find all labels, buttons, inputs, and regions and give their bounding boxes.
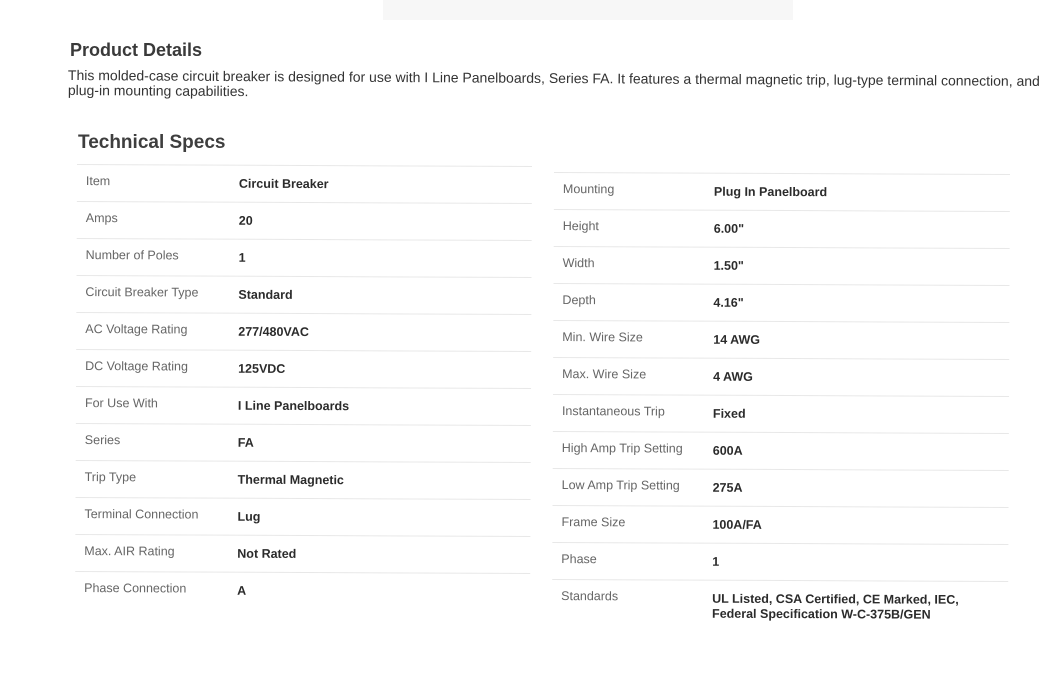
spec-row — [554, 209, 1010, 248]
spec-label: Series — [84, 433, 121, 448]
spec-row — [554, 172, 1010, 211]
spec-row — [553, 320, 1009, 359]
spec-label: Phase Connection — [84, 581, 187, 596]
spec-label: Min. Wire Size — [562, 330, 643, 345]
spec-row — [76, 386, 531, 425]
spec-row — [553, 431, 1009, 470]
spec-value: Fixed — [712, 406, 746, 421]
spec-label: Phase — [561, 552, 597, 567]
spec-label: Number of Poles — [85, 248, 179, 263]
spec-value: 100A/FA — [712, 517, 762, 532]
spec-label: Terminal Connection — [84, 507, 199, 522]
spec-value: 1 — [238, 250, 246, 265]
specs-table-left — [75, 164, 532, 610]
top-bar — [383, 0, 793, 20]
spec-value: 4 AWG — [713, 369, 753, 384]
spec-value: 1.50" — [713, 258, 744, 273]
spec-label: DC Voltage Rating — [85, 359, 188, 374]
spec-row — [75, 497, 530, 536]
product-details-title: Product Details — [70, 40, 203, 60]
spec-row — [77, 201, 532, 240]
spec-row — [553, 394, 1009, 433]
spec-value: 6.00" — [713, 221, 745, 236]
spec-value: Circuit Breaker — [238, 176, 329, 192]
spec-value: 1 — [712, 554, 720, 569]
spec-row — [553, 357, 1009, 396]
spec-value: FA — [237, 435, 254, 450]
spec-row — [75, 571, 530, 610]
spec-value: UL Listed, CSA Certified, CE Marked, IEC, Federal Specification W-C-375B/GEN — [712, 591, 959, 622]
spec-value: Lug — [237, 509, 261, 524]
spec-label: Mounting — [562, 182, 615, 197]
spec-value: 20 — [238, 213, 253, 228]
spec-value: A — [237, 583, 247, 598]
spec-row — [75, 534, 530, 573]
spec-row — [77, 238, 532, 277]
spec-value: 600A — [712, 443, 743, 458]
spec-label: Max. AIR Rating — [84, 544, 175, 559]
specs-table-right — [552, 172, 1010, 630]
spec-label: Amps — [85, 211, 118, 226]
spec-value: 275A — [712, 480, 743, 495]
spec-label: AC Voltage Rating — [85, 322, 188, 337]
spec-label: Max. Wire Size — [562, 367, 647, 382]
spec-row — [552, 505, 1008, 544]
product-description: This molded-case circuit breaker is designed for use with I Line Panelboards, Series FA. It features a thermal magnetic trip, lug-type terminal connection, and plug-in mounting capabilities. — [67, 67, 1040, 100]
spec-row — [76, 423, 531, 462]
spec-label: Frame Size — [561, 515, 626, 530]
spec-label: For Use With — [84, 396, 158, 411]
spec-value: Thermal Magnetic — [237, 472, 344, 488]
spec-label: High Amp Trip Setting — [561, 441, 683, 456]
spec-value: Plug In Panelboard — [713, 184, 828, 200]
spec-row — [77, 164, 532, 203]
spec-row — [552, 542, 1008, 581]
technical-specs-title: Technical Specs — [78, 132, 226, 153]
spec-value: Not Rated — [237, 546, 297, 561]
spec-row — [552, 579, 1008, 630]
spec-label: Standards — [561, 589, 619, 604]
spec-label: Low Amp Trip Setting — [561, 478, 680, 493]
spec-row — [553, 283, 1009, 322]
spec-value: I Line Panelboards — [237, 398, 350, 414]
spec-row — [553, 468, 1009, 507]
spec-value: 14 AWG — [713, 332, 761, 347]
spec-value: 277/480VAC — [238, 324, 309, 340]
spec-label: Item — [85, 174, 111, 189]
spec-label: Width — [562, 256, 595, 271]
spec-row — [76, 312, 531, 351]
spec-row — [554, 246, 1010, 285]
spec-value: Standard — [238, 287, 293, 302]
spec-label: Instantaneous Trip — [561, 404, 665, 419]
spec-row — [76, 275, 531, 314]
spec-label: Circuit Breaker Type — [85, 285, 199, 300]
spec-label: Height — [562, 219, 599, 234]
spec-label: Depth — [562, 293, 596, 308]
spec-value: 125VDC — [238, 361, 286, 376]
spec-row — [76, 460, 531, 499]
spec-row — [76, 349, 531, 388]
spec-value: 4.16" — [713, 295, 744, 310]
spec-label: Trip Type — [84, 470, 137, 485]
